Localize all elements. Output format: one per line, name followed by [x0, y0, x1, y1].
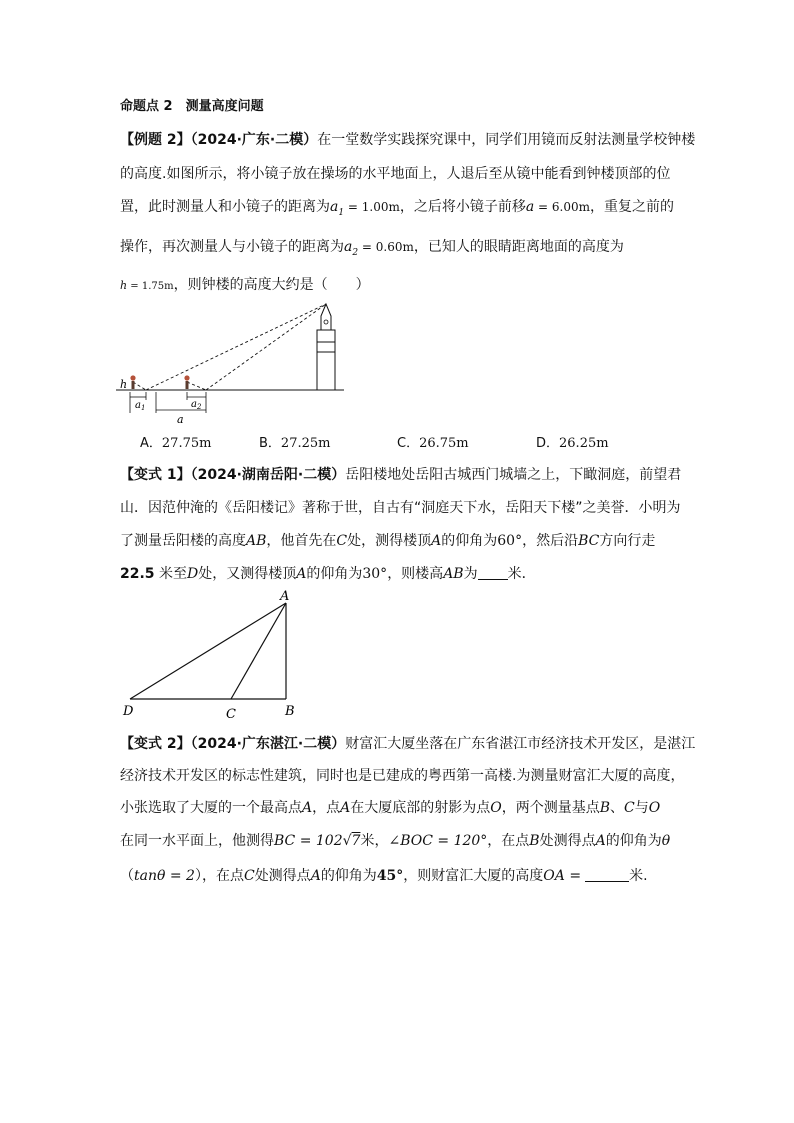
example-figure — [116, 300, 352, 428]
person-1 — [130, 375, 135, 389]
math-A: A — [431, 533, 442, 549]
variant1-text: 了测量岳阳楼的高度 — [120, 533, 246, 549]
variant2-text: 处测得点 — [539, 833, 596, 849]
math-theta: θ — [661, 833, 671, 849]
variant2-text: 在同一水平面上，他测得 — [120, 833, 274, 849]
example-line-4 — [120, 238, 624, 262]
math-30deg: 30° — [362, 566, 388, 582]
example-line-2 — [120, 165, 670, 183]
option-value: 26.25m — [559, 436, 609, 451]
option-value: 27.75m — [161, 436, 212, 451]
point-C: C — [226, 707, 236, 722]
example-text: 的高度.如图所示，将小镜子放在操场的水平地面上，人退后至从镜中能看到钟楼顶部的位 — [120, 166, 671, 182]
variant2-text: 米. — [629, 868, 648, 884]
variant2-text: 处测得点 — [254, 868, 311, 884]
option-label: B． — [259, 436, 281, 451]
math-D: D — [187, 566, 199, 582]
variant2-text: 经济技术开发区的标志性建筑，同时也是已建成的粤西第一高楼.为测量财富汇大厦的高度， — [120, 768, 685, 784]
option-c[interactable] — [397, 432, 469, 451]
example-line-5 — [120, 276, 370, 296]
point-A: A — [280, 589, 290, 604]
math-B: B — [599, 800, 611, 816]
math-C: C — [624, 800, 635, 816]
point-B: B — [285, 704, 295, 719]
option-label: D． — [536, 436, 560, 451]
example-text: 置，此时测量人和小镜子的距离为 — [120, 199, 330, 215]
variant2-text: ，则财富汇大厦的高度 — [403, 868, 544, 884]
variant2-text: 在大厦底部的射影为点 — [350, 800, 491, 816]
math-a: a — [525, 199, 535, 215]
variant2-text: 小张选取了大厦的一个最高点 — [120, 800, 302, 816]
option-label: C． — [397, 436, 420, 451]
math-seven: 7 — [351, 833, 361, 849]
math-value: = 6.00m — [534, 200, 591, 214]
math-O: O — [490, 800, 502, 816]
variant1-text: 的仰角为 — [306, 566, 363, 582]
option-d[interactable] — [536, 432, 609, 451]
math-A: A — [595, 833, 606, 849]
math-BC: BC — [578, 533, 600, 549]
example-text: ，则钟楼的高度大约是（ ） — [173, 277, 370, 293]
variant2-text: 与 — [634, 800, 649, 816]
variant2-text: ，在点 — [487, 833, 530, 849]
variant2-text: ），在点 — [194, 868, 244, 884]
variant2-line-1 — [120, 735, 695, 753]
example-line-1 — [120, 131, 695, 149]
label-a2-sub: 2 — [196, 403, 202, 411]
math-sub: 2 — [352, 247, 359, 258]
math-45deg: 45° — [376, 868, 404, 884]
variant1-text: 米． — [507, 566, 536, 582]
option-a[interactable] — [140, 432, 211, 451]
variant2-text: 的仰角为 — [605, 833, 662, 849]
variant2-line-5 — [120, 867, 648, 885]
label-a2 — [191, 399, 202, 411]
variant1-figure — [116, 586, 306, 724]
math-AB: AB — [443, 566, 464, 582]
option-value: 27.25m — [280, 436, 331, 451]
example-tag: 【例题 2】 — [120, 132, 191, 148]
variant2-tag: 【变式 2】 — [120, 736, 191, 752]
label-h: h — [120, 378, 128, 391]
option-value: 26.75m — [419, 436, 469, 451]
variant1-text: 山．因范仲淹的《岳阳楼记》著称于世，自古有“洞庭天下水，岳阳天下楼”之美誉．小明为 — [120, 500, 681, 516]
variant1-text: 的仰角为 — [441, 533, 498, 549]
variant2-text: 财富汇大厦坐落在广东省湛江市经济技术开发区，是湛江 — [345, 736, 696, 752]
variant1-source: （2024·湖南岳阳·二模） — [190, 467, 346, 483]
label-a2-main: a — [191, 399, 197, 410]
option-label: A． — [140, 436, 162, 451]
variant1-tag: 【变式 1】 — [120, 467, 191, 483]
math-value: = 1.75m — [127, 281, 174, 292]
triangle-lines — [130, 603, 286, 699]
label-a1-main: a — [135, 400, 141, 411]
math-A: A — [302, 800, 313, 816]
variant1-line-3 — [120, 532, 655, 550]
variant2-text: 米， — [360, 833, 389, 849]
math-60deg: 60° — [497, 533, 523, 549]
example-line-3 — [120, 198, 674, 222]
math-sqrt: √ — [342, 833, 352, 849]
math-O: O — [648, 800, 661, 816]
variant1-text: ，则楼高 — [387, 566, 444, 582]
math-angle: ∠BOC = 120° — [388, 833, 488, 849]
variant1-text: ，他首先在 — [266, 533, 337, 549]
option-b[interactable] — [259, 432, 330, 451]
variant2-line-2 — [120, 767, 684, 785]
math-BC-eq: BC = 102 — [274, 833, 343, 849]
variant1-text: 岳阳楼地处岳阳古城西门城墙之上，下瞰洞庭，前望君 — [345, 467, 682, 483]
variant2-line-4 — [120, 832, 670, 850]
point-D: D — [123, 704, 134, 719]
variant1-text: 方向行走 — [599, 533, 656, 549]
variant1-text: 处，测得楼顶 — [347, 533, 432, 549]
sight-lines — [133, 304, 326, 390]
example-text: ，重复之前的 — [590, 199, 675, 215]
label-a: a — [177, 413, 184, 426]
math-A: A — [340, 800, 351, 816]
math-A: A — [296, 566, 307, 582]
math-C: C — [243, 868, 255, 884]
answer-blank[interactable] — [478, 567, 508, 580]
variant2-source: （2024·广东湛江·二模） — [190, 736, 346, 752]
variant1-line-4 — [120, 565, 536, 583]
math-value: = 0.60m — [358, 240, 414, 254]
math-tan: tanθ = 2 — [134, 868, 195, 884]
math-h: h — [120, 279, 128, 292]
example-text: ，之后将小镜子前移 — [399, 199, 526, 215]
math-a2: a — [344, 239, 353, 255]
math-sub: 1 — [338, 207, 345, 218]
math-OA-eq: OA = — [543, 868, 582, 884]
variant2-text: 的仰角为 — [320, 868, 377, 884]
math-a1: a — [330, 199, 339, 215]
variant1-text: 处，又测得楼顶 — [198, 566, 297, 582]
variant1-text: ，然后沿 — [522, 533, 579, 549]
label-a1-sub: 1 — [140, 404, 146, 412]
example-text: 在一堂数学实践探究课中，同学们用镜而反射法测量学校钟楼 — [317, 132, 696, 148]
math-B: B — [529, 833, 540, 849]
section-title: 命题点 2 测量高度问题 — [120, 99, 264, 114]
answer-options — [120, 432, 680, 450]
variant2-text: ，两个测量基点 — [501, 800, 600, 816]
person-2 — [184, 375, 189, 389]
label-a1 — [135, 400, 145, 412]
example-source: （2024·广东·二模） — [190, 132, 318, 148]
variant1-line-2 — [120, 499, 681, 517]
variant1-line-1 — [120, 466, 681, 484]
example-text: ，已知人的眼睛距离地面的高度为 — [413, 239, 624, 255]
math-AB: AB — [246, 533, 267, 549]
math-A: A — [310, 868, 321, 884]
variant2-text: （ — [120, 868, 134, 884]
clock-tower — [317, 304, 335, 390]
variant1-distance: 22.5 — [120, 566, 155, 582]
variant1-text: 为 — [463, 566, 478, 582]
math-C: C — [336, 533, 348, 549]
example-text: 操作，再次测量人与小镜子的距离为 — [120, 239, 344, 255]
variant2-text: 、 — [610, 800, 625, 816]
variant2-line-3 — [120, 799, 660, 817]
variant2-text: ，点 — [312, 800, 341, 816]
math-value: = 1.00m — [344, 200, 400, 214]
variant1-text: 米至 — [154, 566, 187, 582]
answer-blank[interactable] — [585, 869, 629, 882]
